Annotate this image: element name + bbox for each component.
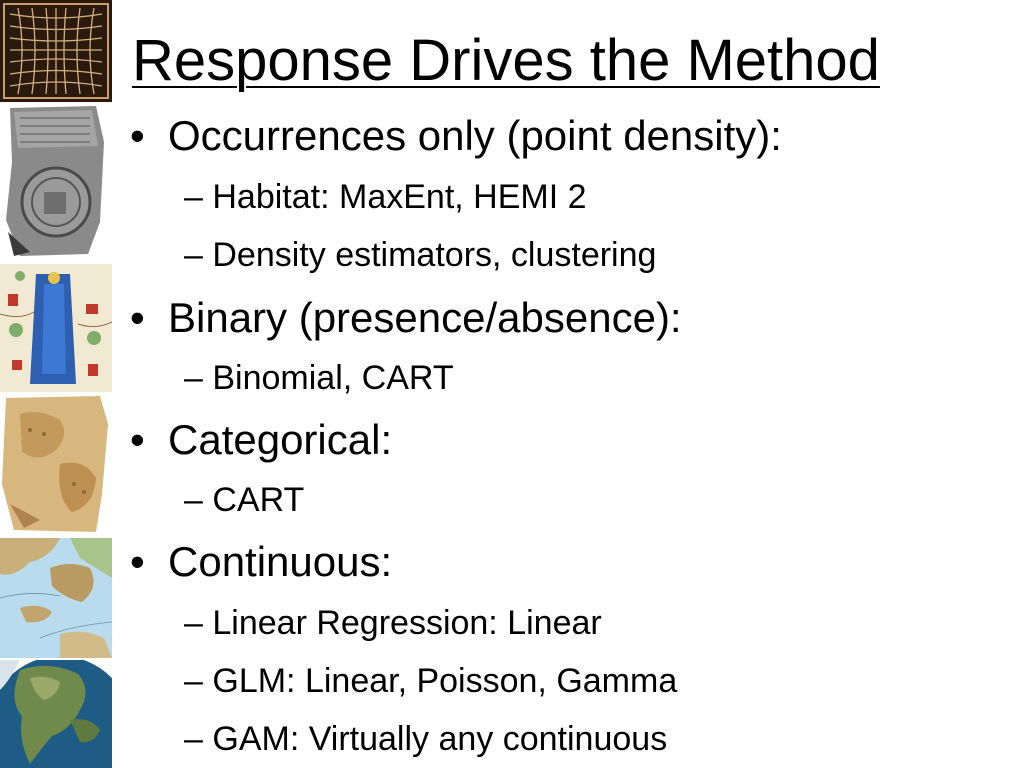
bullet-text: Continuous: (168, 538, 393, 585)
globe-image (0, 660, 112, 768)
sub-bullet-marker: – (184, 481, 203, 519)
map-grid-image (0, 0, 112, 102)
parchment-map-image (0, 394, 112, 534)
sub-bullet-marker: – (184, 720, 203, 758)
bullet-item (130, 538, 392, 586)
sub-bullet-item (184, 719, 667, 759)
clay-tablet-map-image (0, 102, 112, 260)
image-strip (0, 0, 112, 768)
bullet-marker: • (130, 112, 145, 159)
sub-bullet-item (184, 177, 587, 217)
sub-bullet-marker: – (184, 359, 203, 397)
sub-bullet-text: CART (212, 481, 305, 519)
sub-bullet-marker: – (184, 178, 203, 216)
bullet-text: Occurrences only (point density): (168, 112, 782, 159)
slide-title: Response Drives the Method (132, 28, 880, 93)
medieval-map-image (0, 264, 112, 392)
bullet-text: Categorical: (168, 416, 393, 463)
sub-bullet-text: GLM: Linear, Poisson, Gamma (212, 662, 678, 700)
sub-bullet-item (184, 603, 602, 643)
bullet-item (130, 416, 392, 464)
sub-bullet-text: Binomial, CART (212, 359, 454, 397)
bullet-item (130, 294, 682, 342)
sub-bullet-marker: – (184, 662, 203, 700)
sub-bullet-item (184, 480, 304, 520)
sub-bullet-marker: – (184, 604, 203, 642)
bullet-text: Binary (presence/absence): (168, 294, 682, 341)
sub-bullet-text: Linear Regression: Linear (212, 604, 602, 642)
bullet-marker: • (130, 538, 145, 585)
sub-bullet-text: Density estimators, clustering (212, 236, 657, 274)
sub-bullet-item (184, 661, 677, 701)
sub-bullet-text: GAM: Virtually any continuous (212, 720, 668, 758)
sub-bullet-text: Habitat: MaxEnt, HEMI 2 (212, 178, 587, 216)
bullet-marker: • (130, 294, 145, 341)
mediterranean-map-image (0, 538, 112, 658)
bullet-item (130, 112, 782, 160)
sub-bullet-item (184, 358, 454, 398)
sub-bullet-marker: – (184, 236, 203, 274)
sub-bullet-item (184, 235, 656, 275)
bullet-marker: • (130, 416, 145, 463)
